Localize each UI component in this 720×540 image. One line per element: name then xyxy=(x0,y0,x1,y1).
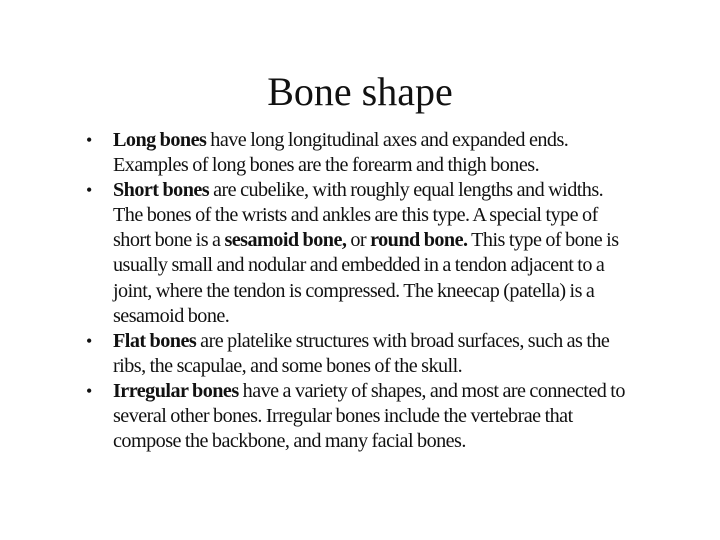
bullet-flat-bones xyxy=(86,329,626,379)
bullet-marker: • xyxy=(86,180,92,201)
irregular-bones-text: have a variety of shapes, and most are connected to several other bones. Irregular bones include the vertebrae that compose the backbone, and many facial bones. xyxy=(113,379,625,453)
bullet-list xyxy=(86,128,626,454)
flat-bones-text: are platelike structures with broad surfaces, such as the ribs, the scapulae, and some bones of the skull. xyxy=(113,329,610,377)
term-long-bones: Long bones xyxy=(113,129,207,151)
long-bones-text: have long longitudinal axes and expanded ends. Examples of long bones are the forearm and thigh bones. xyxy=(113,129,569,177)
term-irregular-bones: Irregular bones xyxy=(113,379,239,402)
bullet-irregular-bones xyxy=(86,379,626,454)
term-round-bone: round bone. xyxy=(370,229,468,252)
sesamoid-description: This type of bone is usually small and nodular and embedded in a tendon adjacent to a joint, where the tendon is compressed. The kneecap (patella) is a sesamoid bone. xyxy=(113,229,619,327)
slide-title: Bone shape xyxy=(267,69,453,114)
short-bones-text: are cubelike, with roughly equal lengths and widths. The bones of the wrists and ankles are this type. A special type of short bone is a xyxy=(113,179,604,252)
bullet-marker: • xyxy=(86,130,92,150)
bullet-marker: • xyxy=(86,330,92,351)
bullet-short-bones xyxy=(86,178,626,329)
term-sesamoid-bone: sesamoid bone, xyxy=(224,229,347,252)
term-flat-bones: Flat bones xyxy=(113,329,197,352)
term-short-bones: Short bones xyxy=(113,179,210,202)
bullet-marker: • xyxy=(86,380,92,401)
short-bones-connector: or xyxy=(346,229,371,252)
bullet-long-bones xyxy=(86,128,626,178)
